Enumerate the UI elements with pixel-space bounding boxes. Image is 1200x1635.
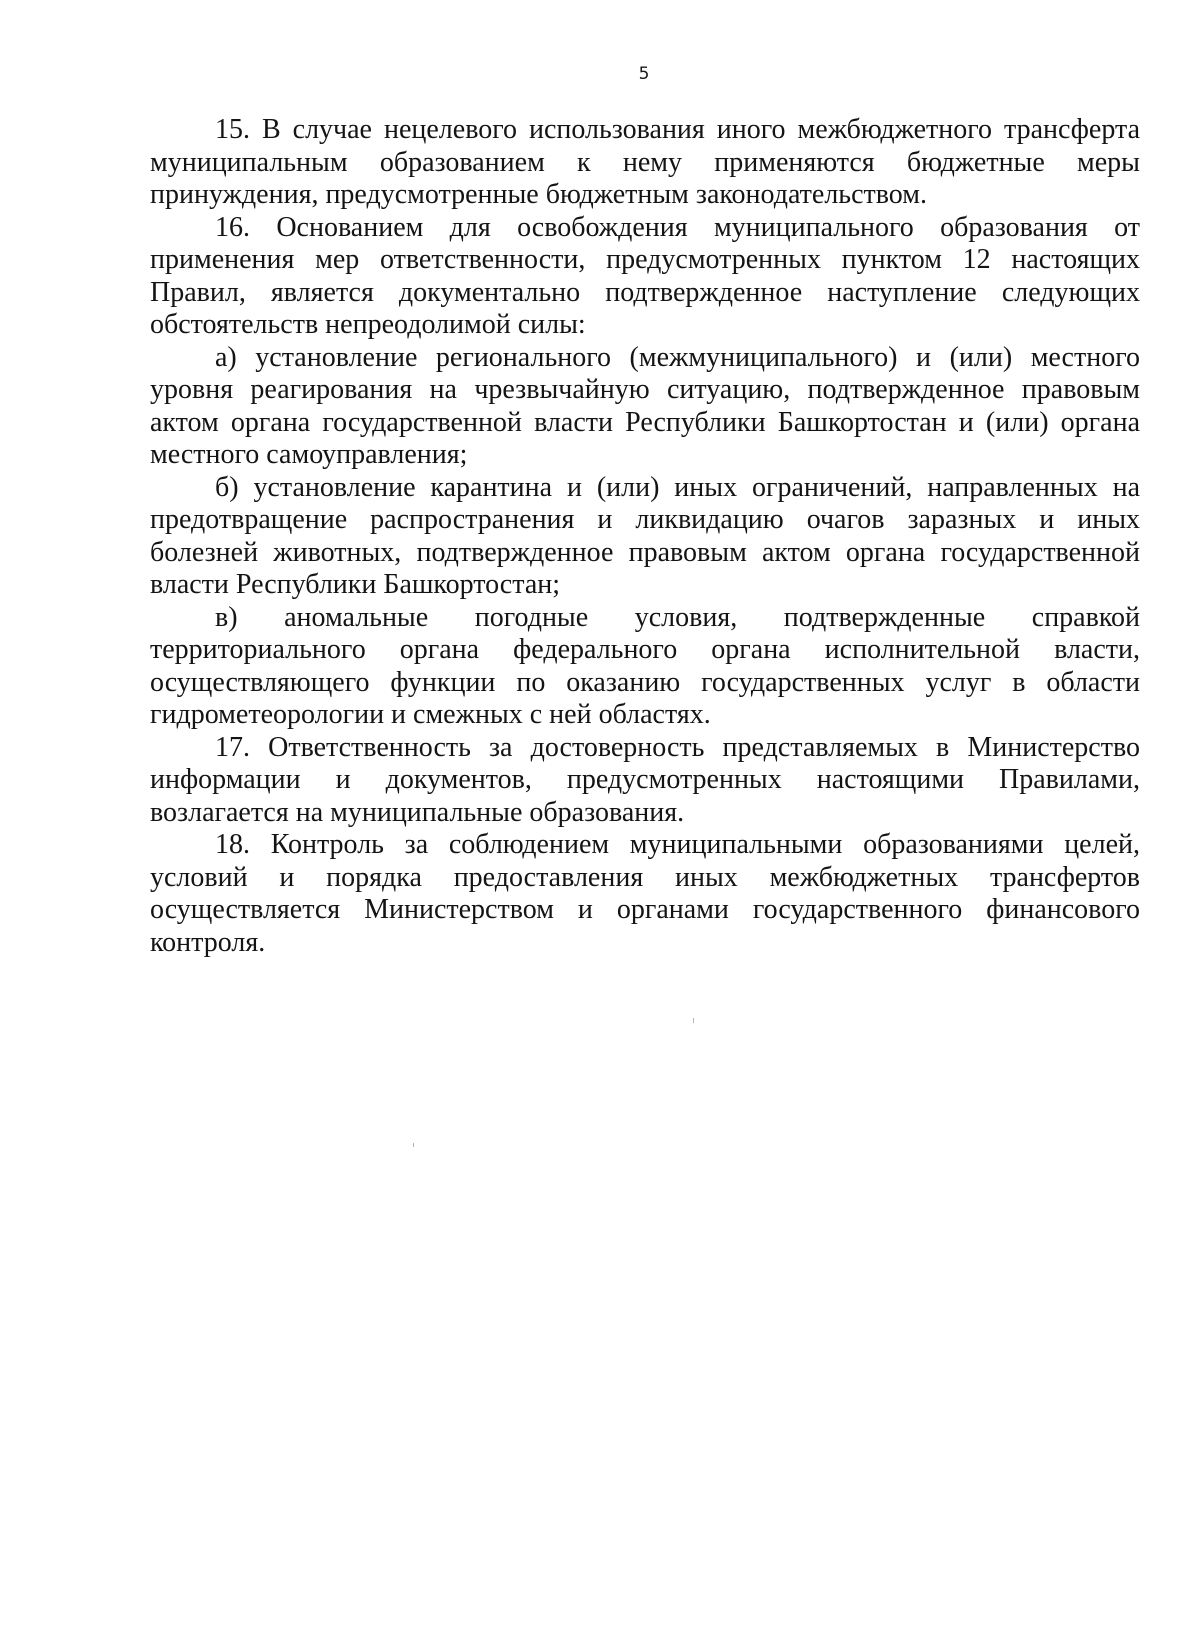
paragraph-15: 15. В случае нецелевого использования иного межбюджетного трансферта муниципальным образованием к нему применяются бюджетные меры принуждения, предусмотренные бюджетным законодательством. xyxy=(150,114,1140,210)
paragraph-16-a: а) установление регионального (межмуниципального) и (или) местного уровня реагирования на чрезвычайную ситуацию, подтвержденное правовым актом органа государственной власти Республики Башкортостан и (или) органа местного самоуправления; xyxy=(150,341,1140,470)
scan-speck xyxy=(413,1143,414,1147)
paragraph-18: 18. Контроль за соблюдением муниципальными образованиями целей, условий и порядка предоставления иных межбюджетных трансфертов осуществляется Министерством и органами государственного финансового контроля. xyxy=(150,829,1140,958)
paragraph-17: 17. Ответственность за достоверность представляемых в Министерство информации и документов, предусмотренных настоящими Правилами, возлагается на муниципальные образования. xyxy=(150,731,1140,828)
document-body xyxy=(150,114,1140,959)
paragraph-16-v: в) аномальные погодные условия, подтвержденные справкой территориального органа федерального органа исполнительной власти, осуществляющего функции по оказанию государственных услуг в области гидрометеорологии и смежных с ней областях. xyxy=(150,601,1140,730)
paragraph-16: 16. Основанием для освобождения муниципального образования от применения мер ответственности, предусмотренных пунктом 12 настоящих Правил, является документально подтвержденное наступление следующих обстоятельств непреодолимой силы: xyxy=(150,211,1140,340)
paragraph-16-b: б) установление карантина и (или) иных ограничений, направленных на предотвращение распространения и ликвидацию очагов заразных и иных болезней животных, подтвержденное правовым актом органа государственной власти Республики Башкортостан; xyxy=(150,471,1140,600)
page-number: 5 xyxy=(638,64,650,84)
scan-speck xyxy=(693,1018,694,1023)
